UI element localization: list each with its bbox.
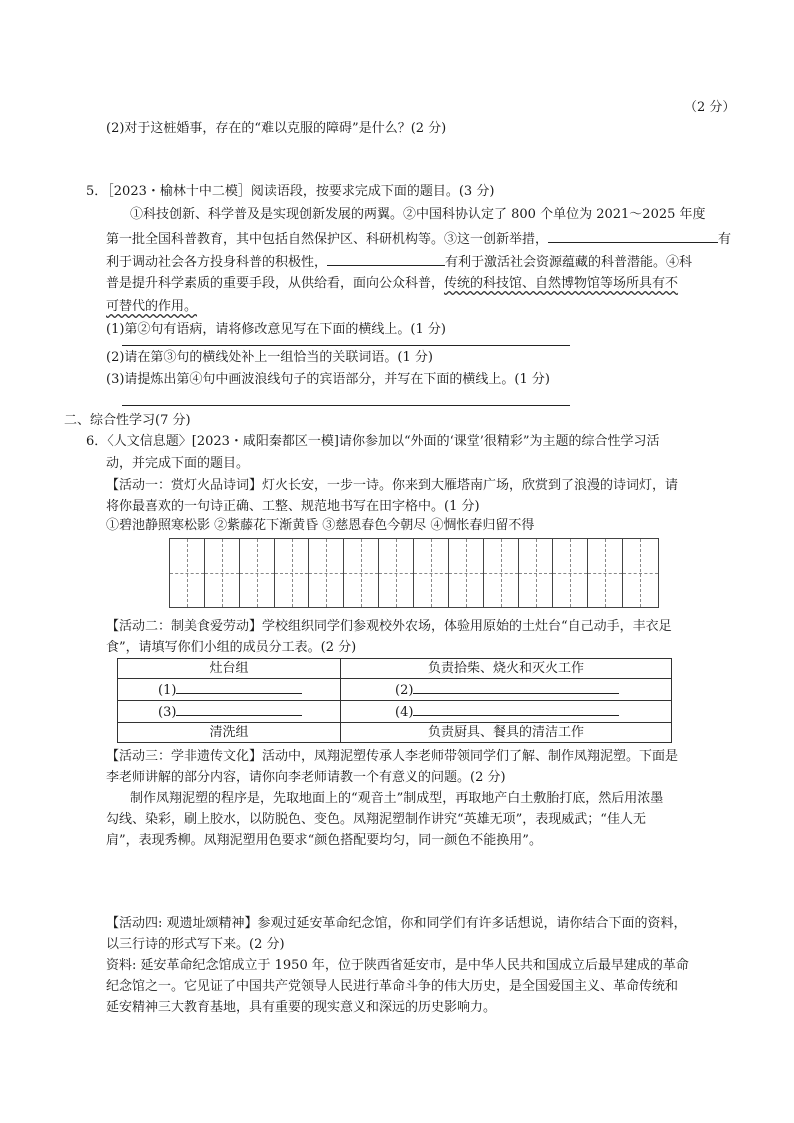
q5-wavy-sentence: 传统的科技馆、自然博物馆等场所具有不 [444, 276, 679, 291]
q5-sub-1: (1)第②句有语病，请将修改意见写在下面的横线上。(1 分) [106, 322, 446, 337]
grid-cell[interactable] [588, 539, 623, 607]
grid-cell[interactable] [170, 539, 205, 607]
table-row [118, 679, 672, 701]
blank-label: (1) [158, 683, 177, 698]
grid-cell[interactable] [240, 539, 275, 607]
table-blank-2[interactable] [413, 679, 619, 694]
grid-cell[interactable] [275, 539, 310, 607]
grid-cell[interactable] [205, 539, 240, 607]
q5-passage-line-2 [106, 228, 731, 250]
q5-passage-text: 利于调动社会各方投身科普的积极性， [106, 255, 328, 270]
grid-cell[interactable] [344, 539, 379, 607]
activity-3-passage: 肩”，表现秀柳。凤翔泥塑用色要求“颜色搭配要均匀，同一颜色不能换用”。 [106, 833, 542, 848]
q5-passage-text: 第一批全国科普教育，其中包括自然保护区、科研机构等。③这一创新举措， [106, 232, 549, 247]
table-cell: 负责厨具、餐具的清洁工作 [341, 723, 672, 743]
tianzige-grid[interactable] [169, 538, 659, 608]
activity-3-text: 李老师讲解的部分内容，请你向李老师请教一个有意义的问题。(2 分) [106, 770, 506, 785]
q5-sub-2: (2)请在第③句的横线处补上一组恰当的关联词语。(1 分) [106, 350, 433, 365]
q5-passage-text: 有利于激活社会资源蕴藏的科普潜能。④科 [445, 255, 693, 270]
table-cell: 灶台组 [118, 659, 341, 679]
question-5-heading: 5．［2023・榆林十中二模］阅读语段，按要求完成下面的题目。(3 分) [86, 184, 495, 199]
question-6-heading-cont: 动，并完成下面的题目。 [106, 456, 250, 471]
activity-3-text: 【活动三：学非遗传文化】活动中，凤翔泥塑传承人李老师带领同学们了解、制作凤翔泥塑。下面是 [106, 749, 679, 764]
activity-3-passage: 勾线、染彩，刷上胶水，以防脱色、变色。凤翔泥塑制作讲究“英雄无项”，表现威武；“佳人无 [106, 812, 646, 827]
q5-passage-line-5 [106, 297, 197, 317]
q5-wavy-sentence: 可替代的作用。 [106, 299, 198, 314]
q5-passage-line-1: ①科技创新、科学普及是实现创新发展的两翼。②中国科协认定了 800 个单位为 2021～2025 年度 [130, 207, 706, 222]
table-cell [118, 701, 341, 723]
table-blank-4[interactable] [413, 701, 619, 716]
activity-2-text: 【活动二：制美食爱劳动】学校组织同学们参观校外农场，体验用原始的土灶台“自己动手，丰衣足 [106, 619, 672, 634]
grid-cell[interactable] [414, 539, 449, 607]
activity-4-material: 纪念馆之一。它见证了中国共产党领导人民进行革命斗争的伟大历史，是全国爱国主义、革命传统和 [106, 979, 679, 994]
table-row [118, 659, 672, 679]
table-cell [341, 679, 672, 701]
activity-1-text: 将你最喜欢的一句诗正确、工整、规范地书写在田字格中。(1 分) [106, 499, 480, 514]
activity-4-text: 【活动四: 观遗址颂精神】参观过延安革命纪念馆，你和同学们有许多话想说，请你结合下面的资料， [106, 916, 687, 931]
grid-cell[interactable] [309, 539, 344, 607]
question-2: (2)对于这桩婚事，存在的“难以克服的障碍”是什么？(2 分) [106, 121, 447, 136]
table-row [118, 701, 672, 723]
q5-sub-3: (3)请提炼出第④句中画波浪线句子的宾语部分，并写在下面的横线上。(1 分) [106, 372, 550, 387]
q5-passage-line-3 [106, 251, 692, 273]
section-2-title: 二、综合性学习(7 分) [64, 413, 191, 428]
table-cell: 负责拾柴、烧火和灭火工作 [341, 659, 672, 679]
activity-3-passage: 制作凤翔泥塑的程序是，先取地面上的“观音土”制成型，再取地产白土敷胎打底，然后用浓墨 [130, 791, 664, 806]
grid-cell[interactable] [553, 539, 588, 607]
grid-cell[interactable] [484, 539, 519, 607]
table-blank-3[interactable] [176, 701, 302, 716]
grid-cell[interactable] [623, 539, 658, 607]
activity-4-text: 以三行诗的形式写下来。(2 分) [106, 937, 285, 952]
table-blank-1[interactable] [176, 679, 302, 694]
blank-label: (3) [158, 705, 177, 720]
activity-4-material: 资料: 延安革命纪念馆成立于 1950 年，位于陕西省延安市，是中华人民共和国成立后最早建成的革命 [106, 958, 689, 973]
table-cell [118, 679, 341, 701]
q5-passage-text: 有 [718, 232, 732, 247]
q5-passage-line-4 [106, 274, 678, 294]
q5-passage-text: 普是提升科学素质的重要手段，从供给看，面向公众科普， [106, 276, 445, 291]
grid-cell[interactable] [379, 539, 414, 607]
q5-blank-1[interactable] [548, 228, 718, 243]
activity-2-text: 食”，请填写你们小组的成员分工表。(2 分) [106, 640, 357, 655]
blank-label: (2) [395, 683, 414, 698]
answer-line[interactable] [122, 405, 570, 406]
activity-4-material: 延安精神三大教育基地，具有重要的现实意义和深远的历史影响力。 [106, 1000, 497, 1015]
grid-cell[interactable] [519, 539, 554, 607]
answer-line[interactable] [122, 345, 570, 346]
table-cell [341, 701, 672, 723]
score-label: （2 分） [684, 100, 736, 115]
grid-cell[interactable] [449, 539, 484, 607]
poem-options: ①碧池静照寒松影 ②紫藤花下渐黄昏 ③慈恩春色今朝尽 ④惆怅春归留不得 [106, 518, 535, 533]
table-row [118, 723, 672, 743]
table-cell: 清洗组 [118, 723, 341, 743]
q5-blank-2[interactable] [327, 251, 445, 266]
blank-label: (4) [395, 705, 414, 720]
activity-1-text: 【活动一：赏灯火品诗词】灯火长安，一步一诗。你来到大雁塔南广场，欣赏到了浪漫的诗词灯，请 [106, 478, 679, 493]
division-table [117, 658, 672, 743]
question-6-heading: 6．〈人文信息题〉[2023・咸阳秦都区一模]请你参加以“外面的‘课堂’很精彩”为主题的综合性学习活 [86, 434, 660, 449]
